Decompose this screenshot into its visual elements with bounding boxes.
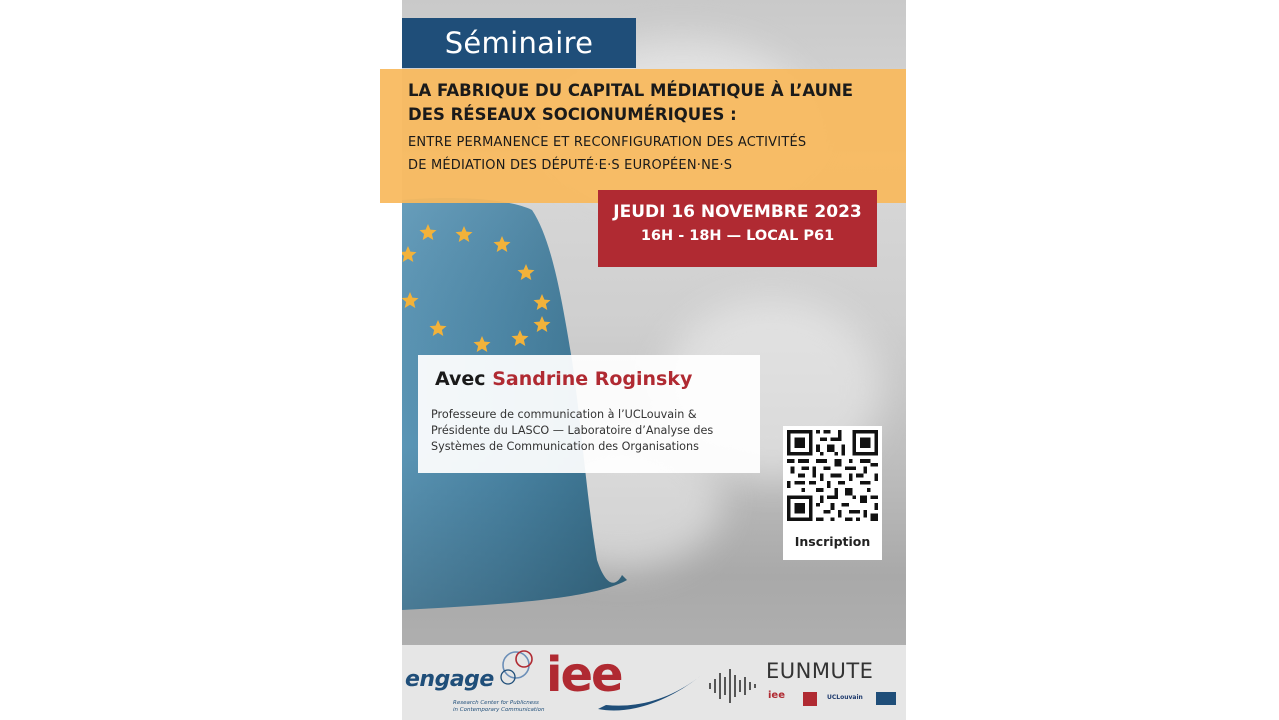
mini-uclouvain-logo: UCLouvain <box>827 694 863 701</box>
qr-code[interactable] <box>787 430 878 521</box>
speaker-desc-line: Présidente du LASCO — Laboratoire d’Analyse des <box>431 424 714 437</box>
qr-card[interactable] <box>783 426 882 560</box>
speaker-desc-line: Systèmes de Communication des Organisations <box>431 440 699 453</box>
speaker-desc-line: Professeure de communication à l’UCLouvain & <box>431 408 697 421</box>
title-line-2: DES RÉSEAUX SOCIONUMÉRIQUES : <box>408 105 737 124</box>
subtitle-line-2: DE MÉDIATION DES DÉPUTÉ·E·S EUROPÉEN·NE·S <box>408 158 733 173</box>
speaker-description <box>431 407 713 455</box>
title-banner <box>380 69 906 203</box>
soundwave-icon <box>707 665 762 705</box>
subtitle-line-1: ENTRE PERMANENCE ET RECONFIGURATION DES ACTIVITÉS <box>408 135 807 150</box>
qr-label[interactable]: Inscription <box>794 534 871 549</box>
seminaire-label: Séminaire <box>444 26 594 60</box>
university-shield-icon <box>803 692 817 706</box>
engage-logo: engage <box>405 667 494 692</box>
seminaire-badge <box>402 18 636 68</box>
iee-swoosh-icon <box>598 665 708 715</box>
speaker-prefix: Avec <box>435 368 486 390</box>
event-time-place: 16H - 18H — LOCAL P61 <box>640 228 835 244</box>
iee-logo: iee <box>546 647 622 703</box>
eunmute-logo: EUNMUTE <box>766 659 874 683</box>
eu-flag-icon <box>876 692 896 705</box>
event-date: JEUDI 16 NOVEMBRE 2023 <box>613 202 862 222</box>
engage-sub-line: in Contemporary Communication <box>453 706 545 713</box>
title-line-1: LA FABRIQUE DU CAPITAL MÉDIATIQUE À L’AUNE <box>408 81 854 100</box>
speaker-card <box>418 355 760 473</box>
mini-iee-logo: iee <box>768 690 785 701</box>
speaker-heading <box>435 368 692 390</box>
date-banner <box>598 190 877 267</box>
speaker-name: Sandrine Roginsky <box>492 368 693 390</box>
engage-sub-line: Research Center for Publicness <box>453 700 539 706</box>
engage-subtitle <box>453 700 544 713</box>
partner-logos <box>402 645 906 720</box>
